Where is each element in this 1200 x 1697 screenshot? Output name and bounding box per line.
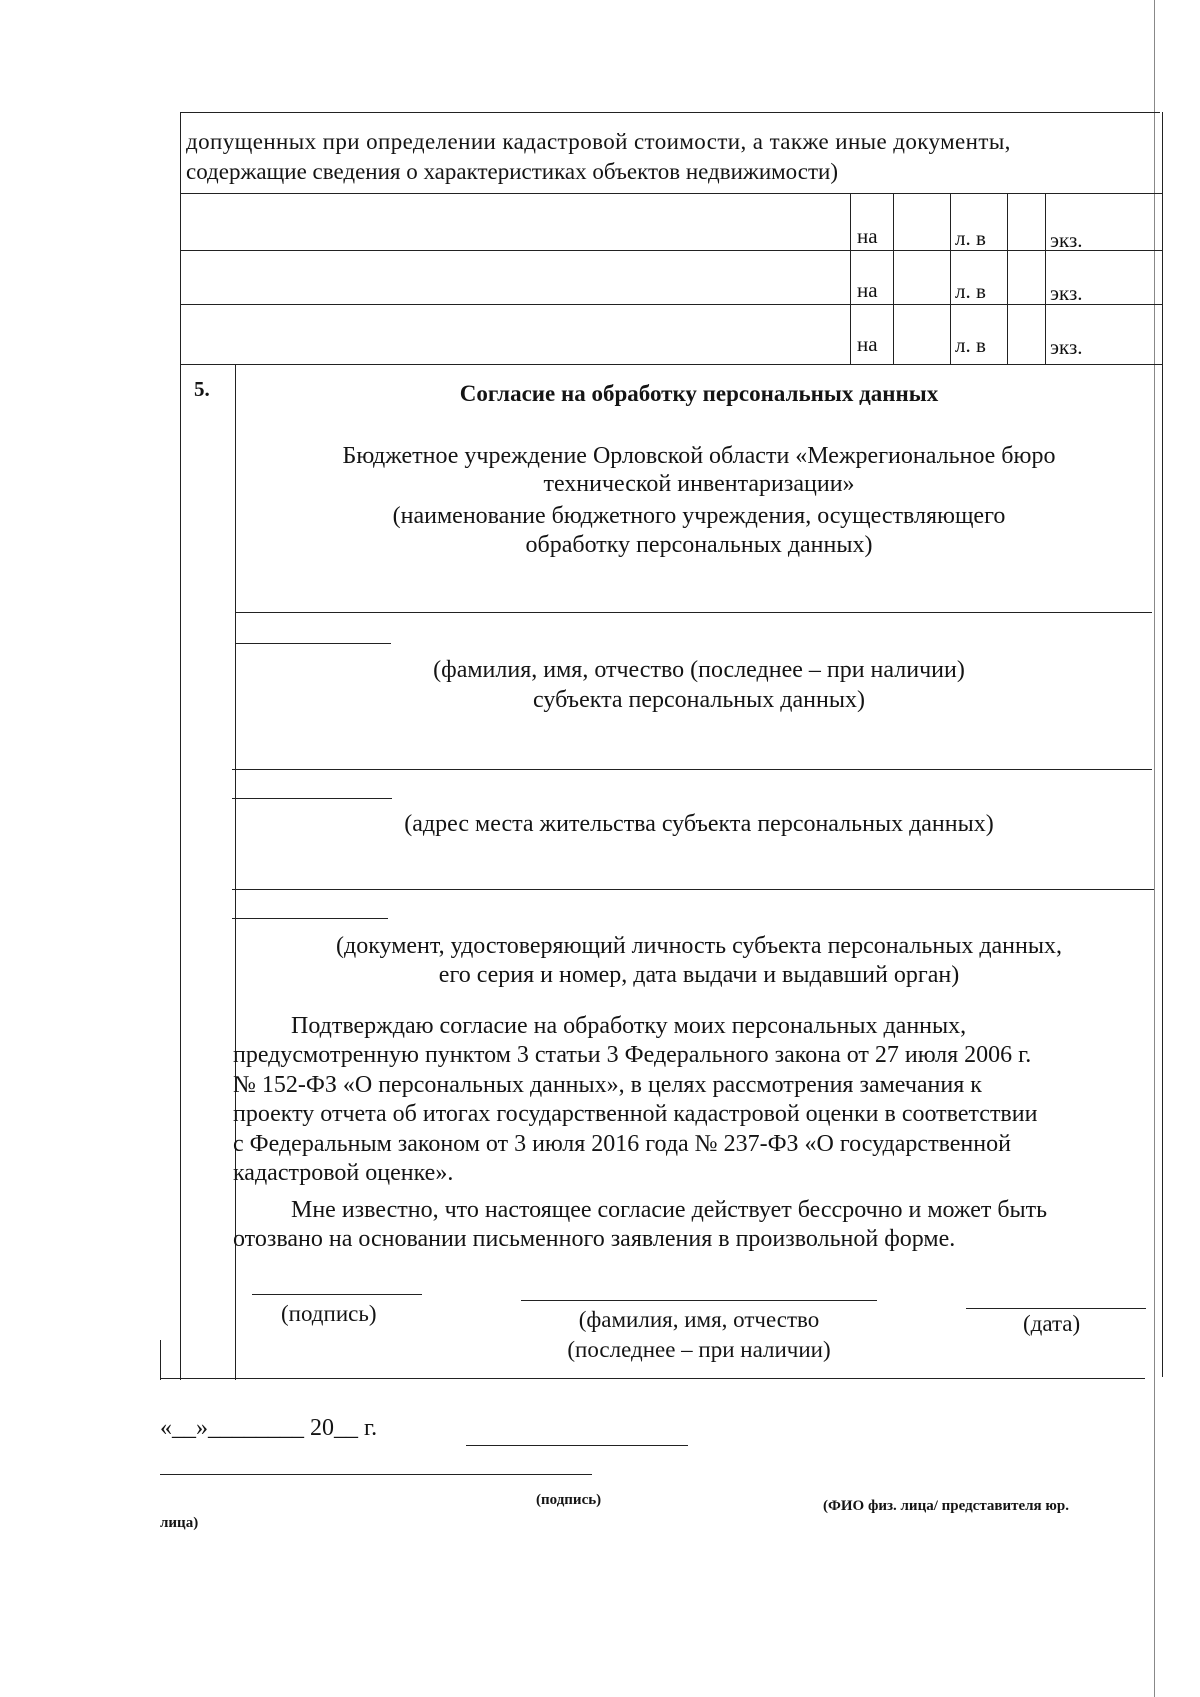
section-title: Согласие на обработку персональных данных xyxy=(459,381,939,406)
table-right-border xyxy=(1162,112,1163,1377)
row-separator xyxy=(180,193,1162,194)
consent-line-2: предусмотренную пунктом 3 статьи 3 Федерального закона от 27 июля 2006 г. xyxy=(233,1042,1032,1068)
operator-hint-line-2: обработку персональных данных) xyxy=(525,532,873,558)
address-fill-line-short xyxy=(232,798,392,799)
row-1-l-v: л. в xyxy=(955,226,986,250)
id-document-hint-line-1: (документ, удостоверяющий личность субъекта персональных данных, xyxy=(336,933,1062,959)
footer-date-line[interactable]: «__»________ 20__ г. xyxy=(160,1415,378,1441)
full-name-label-line-2: (последнее – при наличии) xyxy=(567,1337,831,1362)
row-2-ekz: экз. xyxy=(1050,281,1083,305)
id-document-fill-line[interactable] xyxy=(232,889,1154,890)
signature-label: (подпись) xyxy=(281,1301,377,1326)
row-1-ekz: экз. xyxy=(1050,228,1083,252)
operator-hint-line-1: (наименование бюджетного учреждения, осуществляющего xyxy=(392,503,1006,529)
fio-fill-line-short xyxy=(236,643,391,644)
address-hint: (адрес места жительства субъекта персональных данных) xyxy=(404,811,994,837)
footer-signature-label: (подпись) xyxy=(536,1492,602,1508)
table-left-border xyxy=(180,112,181,1380)
footer-fio-label-line-2: лица) xyxy=(160,1515,199,1531)
column-separator xyxy=(893,193,894,364)
column-separator xyxy=(850,193,851,364)
page-edge-line xyxy=(1154,0,1155,1697)
date-line[interactable] xyxy=(966,1308,1146,1309)
continuation-line-2: содержащие сведения о характеристиках объектов недвижимости) xyxy=(186,159,838,184)
column-separator xyxy=(1045,193,1046,364)
row-1-na: на xyxy=(857,224,878,248)
consent-line-1: Подтверждаю согласие на обработку моих персональных данных, xyxy=(291,1013,967,1039)
row-3-na: на xyxy=(857,332,878,356)
fio-hint-line-2: субъекта персональных данных) xyxy=(533,687,865,713)
id-document-hint-line-2: его серия и номер, дата выдачи и выдавший орган) xyxy=(438,962,960,988)
row-separator xyxy=(180,364,1162,365)
date-label: (дата) xyxy=(1023,1311,1081,1336)
fio-fill-line[interactable] xyxy=(236,612,1152,613)
continuation-line-1: допущенных при определении кадастровой стоимости, а также иные документы, xyxy=(186,129,1011,154)
table-bottom-border xyxy=(160,1378,1145,1379)
footer-fio-line[interactable] xyxy=(160,1474,592,1475)
consent-line-3: № 152-ФЗ «О персональных данных», в целях рассмотрения замечания к xyxy=(233,1072,982,1098)
full-name-line[interactable] xyxy=(521,1300,877,1301)
id-document-fill-line-short xyxy=(232,918,388,919)
row-2-na: на xyxy=(857,278,878,302)
consent-line-4: проекту отчета об итогах государственной кадастровой оценки в соответствии xyxy=(233,1101,1038,1127)
row-separator xyxy=(180,304,1162,305)
row-3-l-v: л. в xyxy=(955,333,986,357)
footer-signature-line[interactable] xyxy=(466,1445,688,1446)
fio-hint-line-1: (фамилия, имя, отчество (последнее – при наличии) xyxy=(433,657,965,683)
footer-fio-label-line-1: (ФИО физ. лица/ представителя юр. xyxy=(823,1498,1069,1514)
consent-line-7: Мне известно, что настоящее согласие действует бессрочно и может быть xyxy=(291,1197,1048,1223)
section-number: 5. xyxy=(194,377,210,401)
address-fill-line[interactable] xyxy=(232,769,1152,770)
row-2-l-v: л. в xyxy=(955,279,986,303)
row-3-ekz: экз. xyxy=(1050,335,1083,359)
column-separator xyxy=(950,193,951,364)
operator-name-line-2: технической инвентаризации» xyxy=(543,471,855,497)
consent-line-5: с Федеральным законом от 3 июля 2016 года № 237-ФЗ «О государственной xyxy=(233,1131,1011,1157)
table-bottom-left-tick xyxy=(160,1340,161,1380)
table-top-border xyxy=(180,112,1160,113)
row-separator xyxy=(180,250,1162,251)
column-separator xyxy=(1007,193,1008,364)
consent-line-8: отозвано на основании письменного заявления в произвольной форме. xyxy=(233,1226,956,1252)
full-name-label-line-1: (фамилия, имя, отчество xyxy=(578,1307,820,1332)
consent-line-6: кадастровой оценке». xyxy=(233,1160,454,1186)
operator-name-line-1: Бюджетное учреждение Орловской области «Межрегиональное бюро xyxy=(342,443,1056,469)
signature-line[interactable] xyxy=(252,1294,422,1295)
